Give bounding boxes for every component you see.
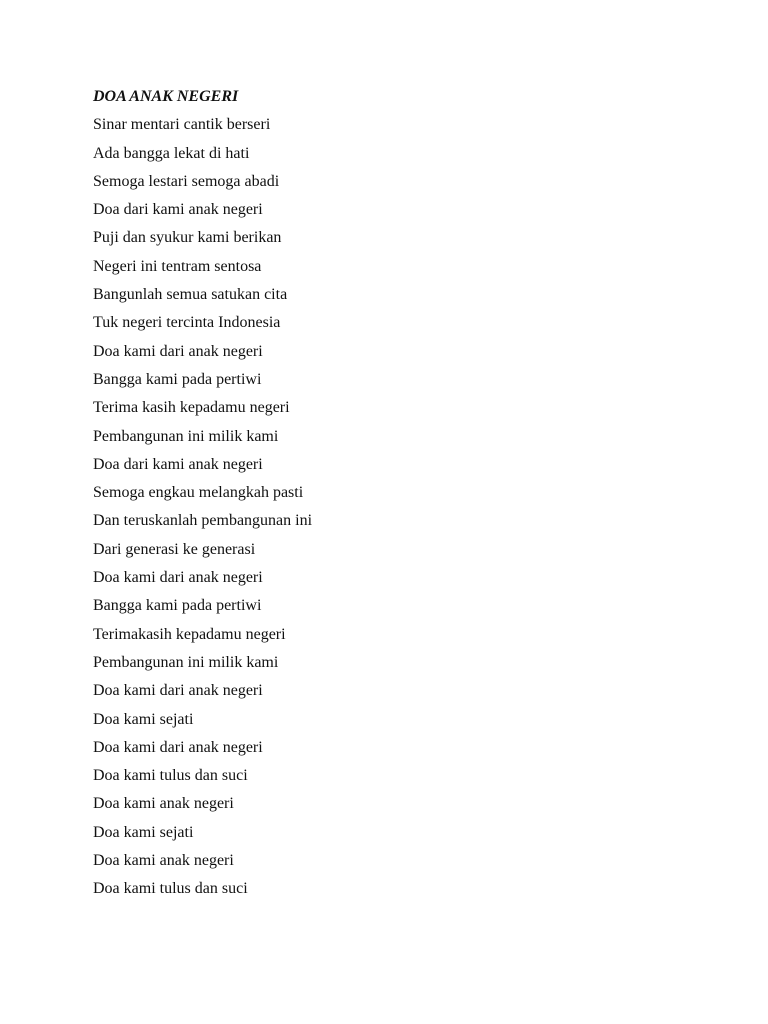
poem-body <box>93 83 693 904</box>
poem-line: Semoga engkau melangkah pasti <box>93 484 304 502</box>
poem-line: Doa kami sejati <box>93 710 194 728</box>
poem-line: Doa kami tulus dan suci <box>93 880 248 898</box>
poem-line: Pembangunan ini milik kami <box>93 427 279 445</box>
poem-line: Doa kami tulus dan suci <box>93 767 248 785</box>
poem-line: Tuk negeri tercinta Indonesia <box>93 314 281 332</box>
poem-line: Puji dan syukur kami berikan <box>93 229 282 247</box>
poem-lines <box>93 111 693 903</box>
poem-line: Bangga kami pada pertiwi <box>93 370 262 388</box>
poem-line: Dari generasi ke generasi <box>93 540 256 558</box>
poem-line: Doa kami anak negeri <box>93 795 234 813</box>
poem-line: Doa dari kami anak negeri <box>93 201 263 219</box>
poem-line: Dan teruskanlah pembangunan ini <box>93 512 313 530</box>
poem-line: Doa kami sejati <box>93 823 194 841</box>
poem-line: Doa kami dari anak negeri <box>93 342 263 360</box>
poem-line: Doa kami dari anak negeri <box>93 682 263 700</box>
poem-line: Negeri ini tentram sentosa <box>93 257 262 275</box>
poem-line: Semoga lestari semoga abadi <box>93 172 280 190</box>
poem-line: Doa dari kami anak negeri <box>93 455 263 473</box>
poem-line: Doa kami dari anak negeri <box>93 738 263 756</box>
poem-line: Doa kami dari anak negeri <box>93 569 263 587</box>
poem-line: Pembangunan ini milik kami <box>93 653 279 671</box>
poem-line: Terimakasih kepadamu negeri <box>93 625 286 643</box>
poem-title: DOA ANAK NEGERI <box>93 88 239 105</box>
poem-line: Terima kasih kepadamu negeri <box>93 399 290 417</box>
poem-line: Sinar mentari cantik berseri <box>93 116 271 134</box>
poem-line: Doa kami anak negeri <box>93 852 234 870</box>
poem-line: Bangunlah semua satukan cita <box>93 286 288 304</box>
poem-line: Bangga kami pada pertiwi <box>93 597 262 615</box>
poem-line: Ada bangga lekat di hati <box>93 144 250 162</box>
